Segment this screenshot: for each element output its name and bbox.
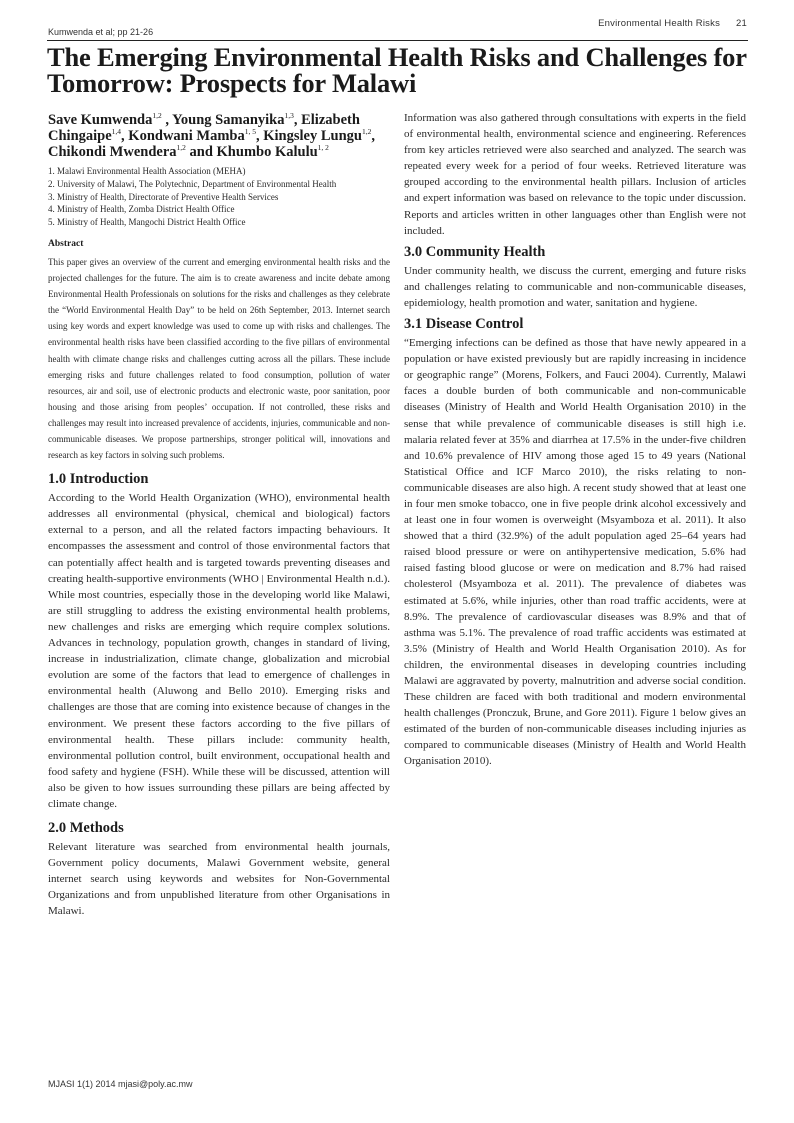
section-heading-methods: 2.0 Methods [48,820,124,837]
author-separator: , [293,112,302,128]
affiliation-item: 3. Ministry of Health, Directorate of Preventive Health Services [48,191,279,202]
page-footer: MJASI 1(1) 2014 mjasi@poly.ac.mw [48,1079,193,1089]
running-header-left: Kumwenda et al; pp 21-26 [48,27,154,37]
left-column [48,112,390,920]
affiliation-item: 2. University of Malawi, The Polytechnic, Department of Environmental Health [48,178,337,189]
affiliation-list [48,165,390,229]
author-affiliation-marker: 1,2 [176,143,186,152]
affiliation-item: 5. Ministry of Health, Mangochi District Health Office [48,217,246,228]
methods-text-continued: Information was also gathered through consultations with experts in the field of environmental health, environmental science and engineering. References from key articles retrieved were also searched and analyzed. The search was repeated every week for a period of four weeks. Retrieved literature was grouped according to the environmental health pillars. Inclusion of articles and expert information was based on relevance to the topic under discussion. Reports and articles written in other languages other than English were not included. [404,112,746,237]
author-name: Kingsley Lungu [263,128,362,144]
disease-control-text: “Emerging infections can be defined as those that have newly appeared in a population or have existed previously but are rapidly increasing in incidence or geographic range” (Morens, Folkers, and Fauci 2004). Currently, Malawi faces a double burden of both communicable and non-communicable diseases (Ministry of Health and World Health Organisation 2010) in the sense that while prevalence of communicable diseases is still high i.e. malaria related fever at 35% and diarrhea at 17.5% in the under-five children and 10.6% prevalence of HIV among those aged 15 to 49 years (National Statistical Office and ICF Marco 2010), the risks relating to non-communicable diseases are also high. A recent study showed that at least one in four men smoke tobacco, one in five people drink alcohol excessively and at least one in four women is overweight (Msyamboza et al. 2011). It also showed that a third (32.9%) of the adult population aged 25–64 years had raised blood pressure or were on antihypertensive medication, 5.6% had raised fasting blood glucose or were on medication and 8.7% had raised cholesterol (Msyamboza et al. 2011). The prevalence of diabetes was estimated at 5.6%, while injuries, other than road traffic accidents, were at 8.9%. The prevalence of cardiovascular diseases was 8.9% and that of asthma was 5.1%. The prevalence of road traffic accidents was estimated at 3.5% (Ministry of Health and World Health Organisation 2010). As for children, the environmental diseases in developing countries including Malawi are aggravated by poverty, malnutrition and adverse social condition. These children are faced with both traditional and modern environmental health challenges (Pronczuk, Brune, and Gore 2011). Figure 1 below gives an estimated of the burden of non-communicable diseases including injuries as compared to communicable diseases (Ministry of Health and World Health Organisation 2010). [404,337,746,768]
author-name: Save Kumwenda [48,112,153,128]
page-number: 21 [736,18,747,29]
author-separator: , [255,128,264,144]
author-name: Young Samanyika [172,112,285,128]
author-name: Elizabeth Chingaipe [48,112,360,144]
author-separator: , [121,128,129,144]
author-list [48,112,390,160]
author-affiliation-marker: 1, 2 [317,143,329,152]
author-affiliation-marker: 1, 5 [244,127,256,136]
section-heading-introduction: 1.0 Introduction [48,471,149,488]
author-affiliation-marker: 1,2 [361,127,372,136]
author-name: Khumbo Kalulu [216,144,318,160]
affiliation-item: 1. Malawi Environmental Health Association (MEHA) [48,166,246,176]
community-health-text: Under community health, we discuss the current, emerging and future risks and challenges relating to communicable and non-communicable diseases, epidemiology, health promotion and water, sanitation and hygiene. [404,264,746,309]
author-affiliation-marker: 1,4 [111,127,122,136]
abstract-heading: Abstract [48,238,84,249]
methods-text: Relevant literature was searched from environmental health journals, Government policy documents, Malawi Government website, general internet search using keywords and websites for Non-Governmental Organizations and from unpublished literature from other Organisations in Malawi. [48,841,390,918]
abstract-text: This paper gives an overview of the current and emerging environmental health risks and the projected challenges for the future. The aim is to create awareness and incite debate among Environmental Health Professionals on solutions for the risks and challenges as they celebrate the “World Environmental Health Day” to be held on 26th September, 2013. Internet search using key words and expert knowledge was used to come up with risks and challenges. The environmental health risks have been classified according to the five pillars of environmental health with climate change risks and challenges cutting across all the pillars. These include emerging risks and future challenges related to food consumption, pollution of water resources, air and soil, use of electronic products and electronic waste, poor sanitation, poor housing and those arising from peoples’ occupation. If not controlled, these risks and challenges may result into increased prevalence of accidents, injuries, communicable and non-communicable diseases. We propose partnerships, stronger political will, innovations and research as key factors in solving such problems. [48,256,390,461]
author-affiliation-marker: 1,2 [152,111,162,120]
author-separator: and [185,144,217,160]
section-heading-community-health: 3.0 Community Health [404,243,546,260]
affiliation-item: 4. Ministry of Health, Zomba District Health Office [48,204,235,215]
author-name: Chikondi Mwendera [48,144,177,160]
running-header-right [598,18,747,29]
right-column [404,110,746,770]
journal-section-name: Environmental Health Risks [598,18,721,29]
introduction-text: According to the World Health Organization (WHO), environmental health addresses all environmental (physical, chemical and biological) factors external to a person, and all the related factors impacting behaviours. It encompasses the assessment and control of those environmental factors that can potentially affect health and is targeted towards preventing diseases and creating health-supportive environments (WHO | Environmental Health n.d.). While most countries, especially those in the developing world like Malawi, are still struggling to address the existing environmental health problems, new challenges and risks are emerging which require complex solutions. Advances in technology, population growth, changes in standard of living, increase in industrialization, climate change, globalization and microbial evolution are some of the factors that lead to emergence of challenges in environmental health (Aluwong and Bello 2010). Emerging risks and challenges are those that are coming into existence because of changes in the environment. We present these factors according to the five pillars of environmental health. These pillars include: community health, environmental pollution control, built environment, occupational health and food safety and hygiene (FSH). While these will be discussed, attention will also be given to how issues surrounding these pillars are being affected by climate change. [48,492,390,810]
author-name: Kondwani Mamba [128,128,245,144]
section-heading-disease-control: 3.1 Disease Control [404,316,524,333]
author-affiliation-marker: 1,3 [284,111,294,120]
paper-title: The Emerging Environmental Health Risks and Challenges for Tomorrow: Prospects for Malawi [47,42,747,98]
author-separator: , [371,128,375,144]
author-separator: , [161,112,173,128]
header-rule [47,40,748,41]
